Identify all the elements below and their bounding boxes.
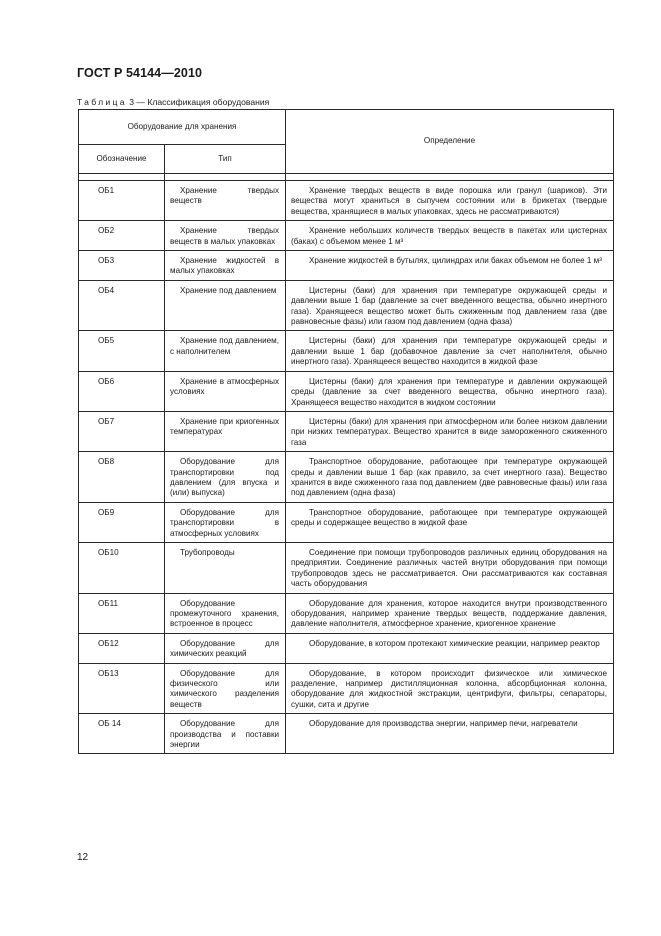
- row-type: Хранение под давлением, с наполнителем: [165, 331, 286, 371]
- row-type: Оборудование для транспортировки под давлением (для впуска и (или) выпуска): [165, 452, 286, 503]
- row-code: ОБ9: [79, 502, 165, 542]
- table-row: [79, 593, 614, 633]
- row-type: Оборудование промежуточного хранения, встроенное в процесс: [165, 593, 286, 633]
- table-row: [79, 181, 614, 221]
- row-type: Трубопроводы: [165, 542, 286, 593]
- header-type: Тип: [165, 145, 286, 174]
- header-storage-equipment: Оборудование для хранения: [79, 110, 286, 145]
- row-type: Хранение в атмосферных условиях: [165, 371, 286, 411]
- caption-text: — Классификация оборудования: [133, 97, 270, 107]
- table-row: [79, 331, 614, 371]
- row-definition: Цистерны (баки) для хранения при температуре окружающей среды и давлении выше 1 бар (добавочное давление за счет наполнителя, обычно инертного газа). Хранящееся вещество находится в жидкой фазе: [286, 331, 614, 371]
- row-code: ОБ11: [79, 593, 165, 633]
- classification-table: [78, 109, 614, 754]
- row-definition: Хранение жидкостей в бутылях, цилиндрах или баках объемом не более 1 м³: [286, 251, 614, 281]
- table-row: [79, 280, 614, 331]
- row-code: ОБ5: [79, 331, 165, 371]
- row-definition: Хранение небольших количеств твердых веществ в пакетах или цистернах (баках) с объемом менее 1 м³: [286, 221, 614, 251]
- header-definition: Определение: [286, 110, 614, 174]
- row-code: ОБ8: [79, 452, 165, 503]
- table-row: [79, 714, 614, 754]
- row-definition: Цистерны (баки) для хранения при атмосферном или более низком давлении при низких температурах. Вещество хранится в виде замороженного сжиженного газа: [286, 411, 614, 451]
- document-title: ГОСТ Р 54144—2010: [77, 66, 203, 80]
- caption-number: 3: [129, 97, 134, 107]
- row-definition: Оборудование, в котором происходит физическое или химическое разделение, например дистилляционная колонна, абсорбционная колонна, оборудование для жидкостной экстракции, центрифуги, фильтры, сепараторы, сушки, сита и другие: [286, 663, 614, 714]
- table-row: [79, 371, 614, 411]
- row-definition: Оборудование для производства энергии, например печи, нагреватели: [286, 714, 614, 754]
- row-type: Оборудование для производства и поставки энергии: [165, 714, 286, 754]
- row-code: ОБ13: [79, 663, 165, 714]
- row-code: ОБ10: [79, 542, 165, 593]
- table-caption: [77, 97, 269, 107]
- row-code: ОБ12: [79, 633, 165, 663]
- table-row: [79, 542, 614, 593]
- table-row: [79, 663, 614, 714]
- row-code: ОБ2: [79, 221, 165, 251]
- row-type: Хранение твердых веществ в малых упаковках: [165, 221, 286, 251]
- row-definition: Хранение твердых веществ в виде порошка или гранул (шариков). Эти вещества могут храниться в сыпучем состоянии или в брикетах (твердые вещества, хранящиеся в малых упаковках, здесь не рассматриваются): [286, 181, 614, 221]
- row-code: ОБ 14: [79, 714, 165, 754]
- row-type: Хранение твердых веществ: [165, 181, 286, 221]
- row-definition: Цистерны (баки) для хранения при температуре окружающей среды и давлении выше 1 бар (давление за счет введенного вещества, обычно инертного газа). Хранящееся вещество может быть сжиженным под давлением газа (две равновесные фазы) или газом под давлением (одна фаза): [286, 280, 614, 331]
- row-code: ОБ3: [79, 251, 165, 281]
- row-type: Хранение при криогенных температурах: [165, 411, 286, 451]
- row-type: Хранение жидкостей в малых упаковках: [165, 251, 286, 281]
- table-row: [79, 221, 614, 251]
- row-definition: Оборудование, в котором протекают химические реакции, например реактор: [286, 633, 614, 663]
- row-definition: Транспортное оборудование, работающее при температуре окружающей среды и давлении выше 1 бар (как правило, за счет инертного газа). Вещество хранится в виде сжиженного газа под давлением (две равновесные фазы) или газа под давлением (одна фаза): [286, 452, 614, 503]
- table-row: [79, 452, 614, 503]
- row-type: Оборудование для транспортировки в атмосферных условиях: [165, 502, 286, 542]
- row-type: Хранение под давлением: [165, 280, 286, 331]
- table-row: [79, 411, 614, 451]
- table-row: [79, 502, 614, 542]
- row-definition: Соединение при помощи трубопроводов различных единиц оборудования на предприятии. Соединение различных частей внутри оборудования при помощи трубопроводов здесь не рассматривается. Они рассматриваются как составная часть оборудования: [286, 542, 614, 593]
- table-row: [79, 633, 614, 663]
- row-type: Оборудование для химических реакций: [165, 633, 286, 663]
- row-type: Оборудование для физического или химического разделения веществ: [165, 663, 286, 714]
- row-definition: Оборудование для хранения, которое находится внутри производственного оборудования, например хранение твердых веществ, поддержание давления, давление наполнителя, атмосферное хранение, криогенное хранение: [286, 593, 614, 633]
- page-number: 12: [77, 852, 89, 863]
- row-definition: Транспортное оборудование, работающее при температуре окружающей среды и содержащее вещество в жидкой фазе: [286, 502, 614, 542]
- row-code: ОБ6: [79, 371, 165, 411]
- row-definition: Цистерны (баки) для хранения при температуре и давлении окружающей среды (давление за счет введенного вещества, обычно инертного газа). Хранящееся вещество находится в жидком состоянии: [286, 371, 614, 411]
- caption-prefix: Таблица: [77, 97, 127, 107]
- header-code: Обозначение: [79, 145, 165, 174]
- table-spacer-row: [79, 174, 614, 181]
- row-code: ОБ7: [79, 411, 165, 451]
- table-row: [79, 251, 614, 281]
- row-code: ОБ1: [79, 181, 165, 221]
- row-code: ОБ4: [79, 280, 165, 331]
